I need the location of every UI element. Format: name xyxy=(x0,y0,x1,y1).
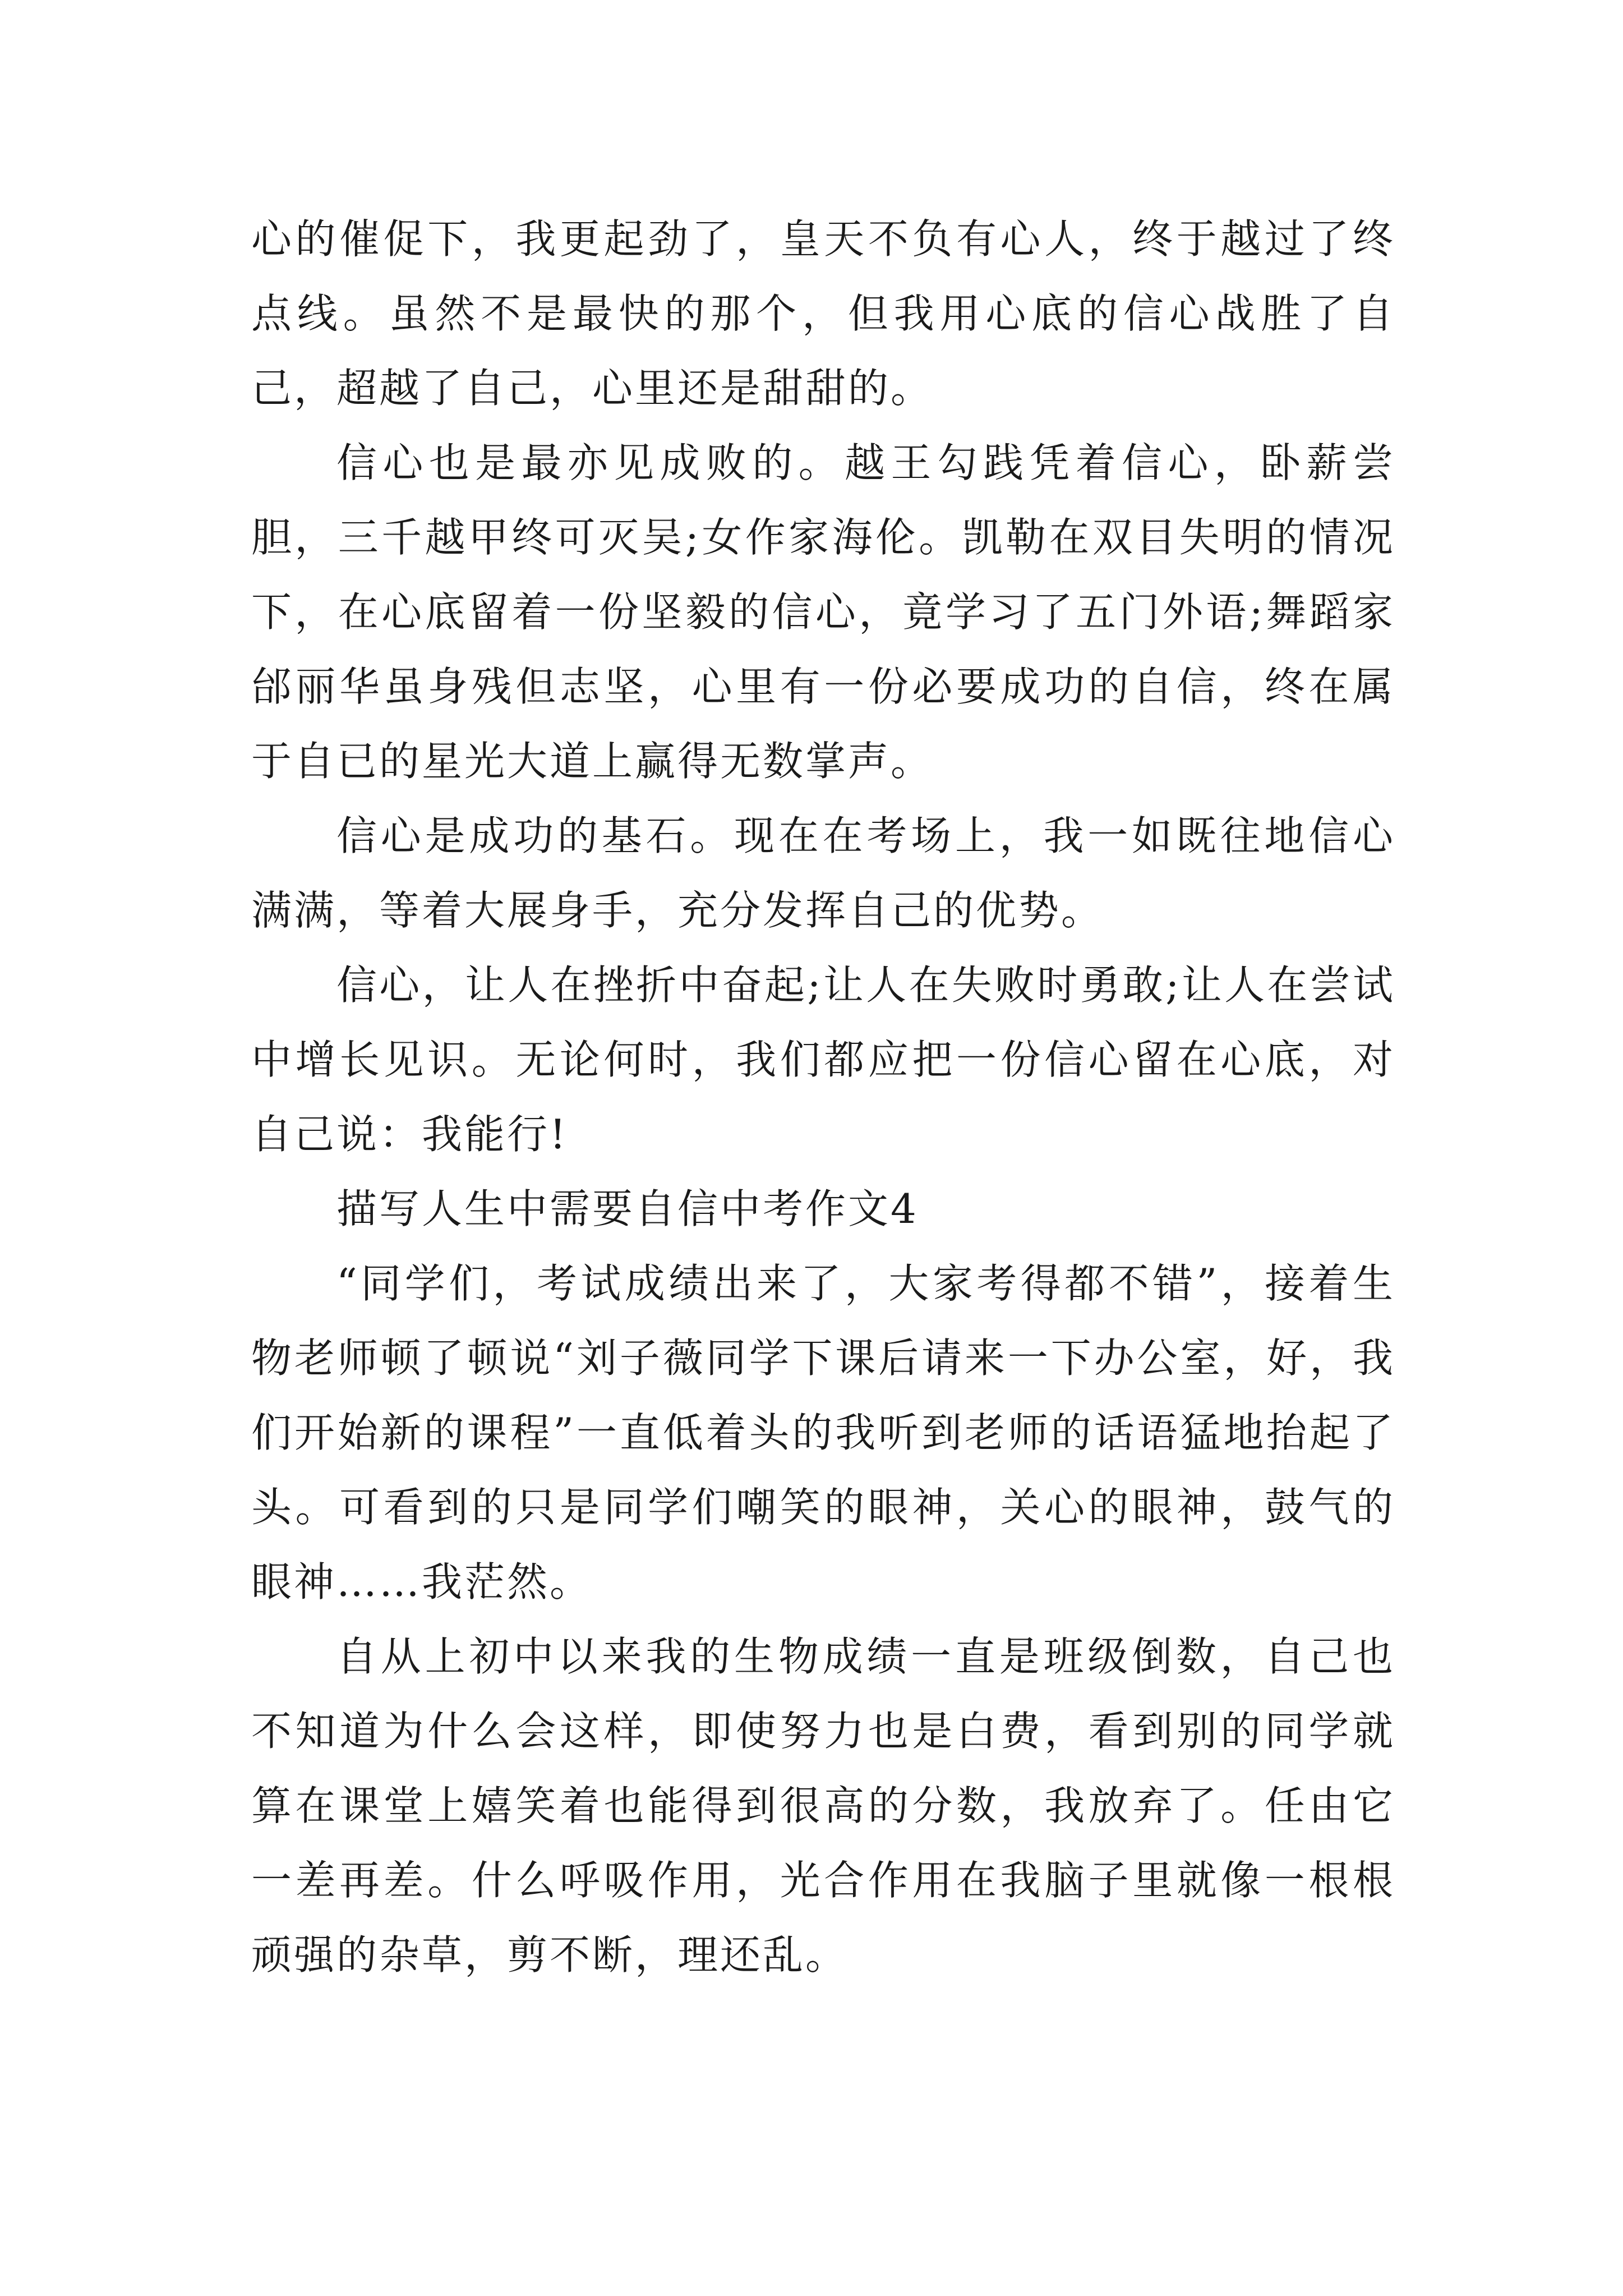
paragraph: 信心，让人在挫折中奋起;让人在失败时勇敢;让人在尝试中增长见识。无论何时，我们都应把一份信心留在心底，对自己说：我能行! xyxy=(251,961,1395,1158)
paragraph: “同学们，考试成绩出来了，大家考得都不错”，接着生物老师顿了顿说“刘子薇同学下课后请来一下办公室，好，我们开始新的课程”一直低着头的我听到老师的话语猛地抬起了头。可看到的只是同学们嘲笑的眼神，关心的眼神，鼓气的眼神……我茫然。 xyxy=(251,1260,1395,1605)
paragraph: 心的催促下，我更起劲了，皇天不负有心人，终于越过了终点线。虽然不是最快的那个，但我用心底的信心战胜了自己，超越了自己，心里还是甜甜的。 xyxy=(251,215,1395,412)
paragraph: 信心是成功的基石。现在在考场上，我一如既往地信心满满，等着大展身手，充分发挥自己的优势。 xyxy=(251,812,1395,934)
section-heading: 描写人生中需要自信中考作文4 xyxy=(336,1185,919,1232)
document-body xyxy=(251,202,1395,1993)
paragraph: 自从上初中以来我的生物成绩一直是班级倒数，自己也不知道为什么会这样，即使努力也是白费，看到别的同学就算在课堂上嬉笑着也能得到很高的分数，我放弃了。任由它一差再差。什么呼吸作用，光合作用在我脑子里就像一根根顽强的杂草，剪不断，理还乱。 xyxy=(251,1633,1395,1978)
paragraph: 信心也是最亦见成败的。越王勾践凭着信心，卧薪尝胆，三千越甲终可灭吴;女作家海伦。凯勒在双目失明的情况下，在心底留着一份坚毅的信心，竟学习了五门外语;舞蹈家邰丽华虽身残但志坚，心里有一份必要成功的自信，终在属于自已的星光大道上赢得无数掌声。 xyxy=(251,439,1395,785)
